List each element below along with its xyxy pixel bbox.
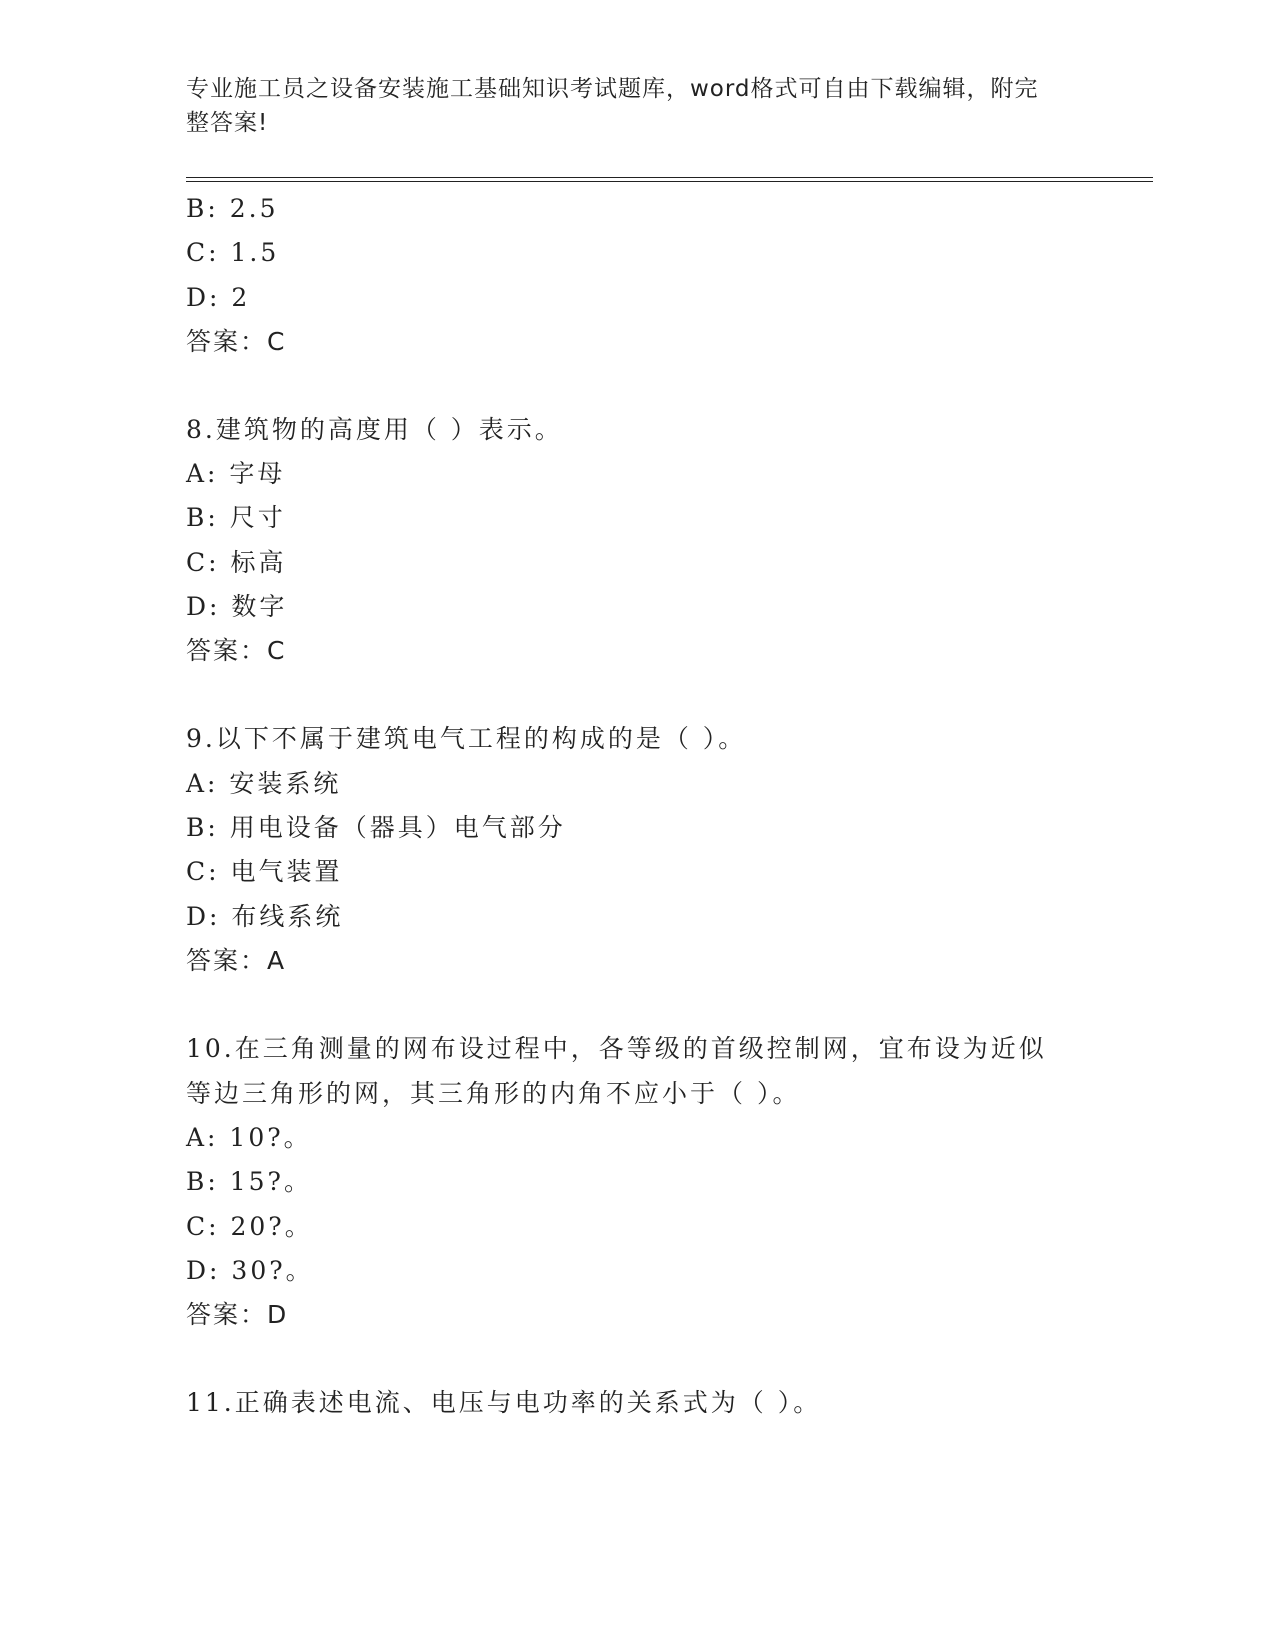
- question-10-text-line-2: 等边三角形的网，其三角形的内角不应小于（ ）。: [186, 1079, 801, 1108]
- question-10-answer: 答案：D: [186, 1300, 289, 1329]
- header-line-2: 整答案!: [186, 110, 269, 136]
- question-8-option-a: A: 字母: [186, 459, 286, 488]
- question-10-option-c: C: 20?。: [186, 1212, 313, 1241]
- header-rule-bottom: [186, 181, 1153, 182]
- question-9-answer: 答案：A: [186, 946, 287, 975]
- question-9-option-d: D: 布线系统: [186, 902, 344, 931]
- header-rule-top: [186, 177, 1153, 178]
- question-9-option-b: B: 用电设备（器具）电气部分: [186, 813, 566, 842]
- header-line-1: 专业施工员之设备安装施工基础知识考试题库，word格式可自由下载编辑，附完: [186, 76, 1039, 102]
- question-8-option-c: C: 标高: [186, 548, 287, 577]
- question-8-answer: 答案：C: [186, 636, 287, 665]
- question-11-text: 11.正确表述电流、电压与电功率的关系式为（ ）。: [186, 1388, 822, 1417]
- question-10-option-b: B: 15?。: [186, 1167, 312, 1196]
- question-8-text: 8.建筑物的高度用（ ）表示。: [186, 415, 563, 444]
- document-header: [186, 72, 1066, 140]
- question-9-option-c: C: 电气装置: [186, 857, 343, 886]
- option-c: C: 1.5: [186, 238, 280, 267]
- question-10-option-d: D: 30?。: [186, 1256, 314, 1285]
- question-9-option-a: A: 安装系统: [186, 769, 342, 798]
- option-b: B: 2.5: [186, 194, 279, 223]
- question-8-option-b: B: 尺寸: [186, 503, 286, 532]
- question-10-option-a: A: 10?。: [186, 1123, 312, 1152]
- answer-line: 答案：C: [186, 327, 287, 356]
- option-d: D: 2: [186, 283, 251, 312]
- question-8-option-d: D: 数字: [186, 592, 288, 621]
- question-10-text-line-1: 10.在三角测量的网布设过程中，各等级的首级控制网，宜布设为近似: [186, 1034, 1047, 1063]
- question-9-text: 9.以下不属于建筑电气工程的构成的是（ ）。: [186, 724, 747, 753]
